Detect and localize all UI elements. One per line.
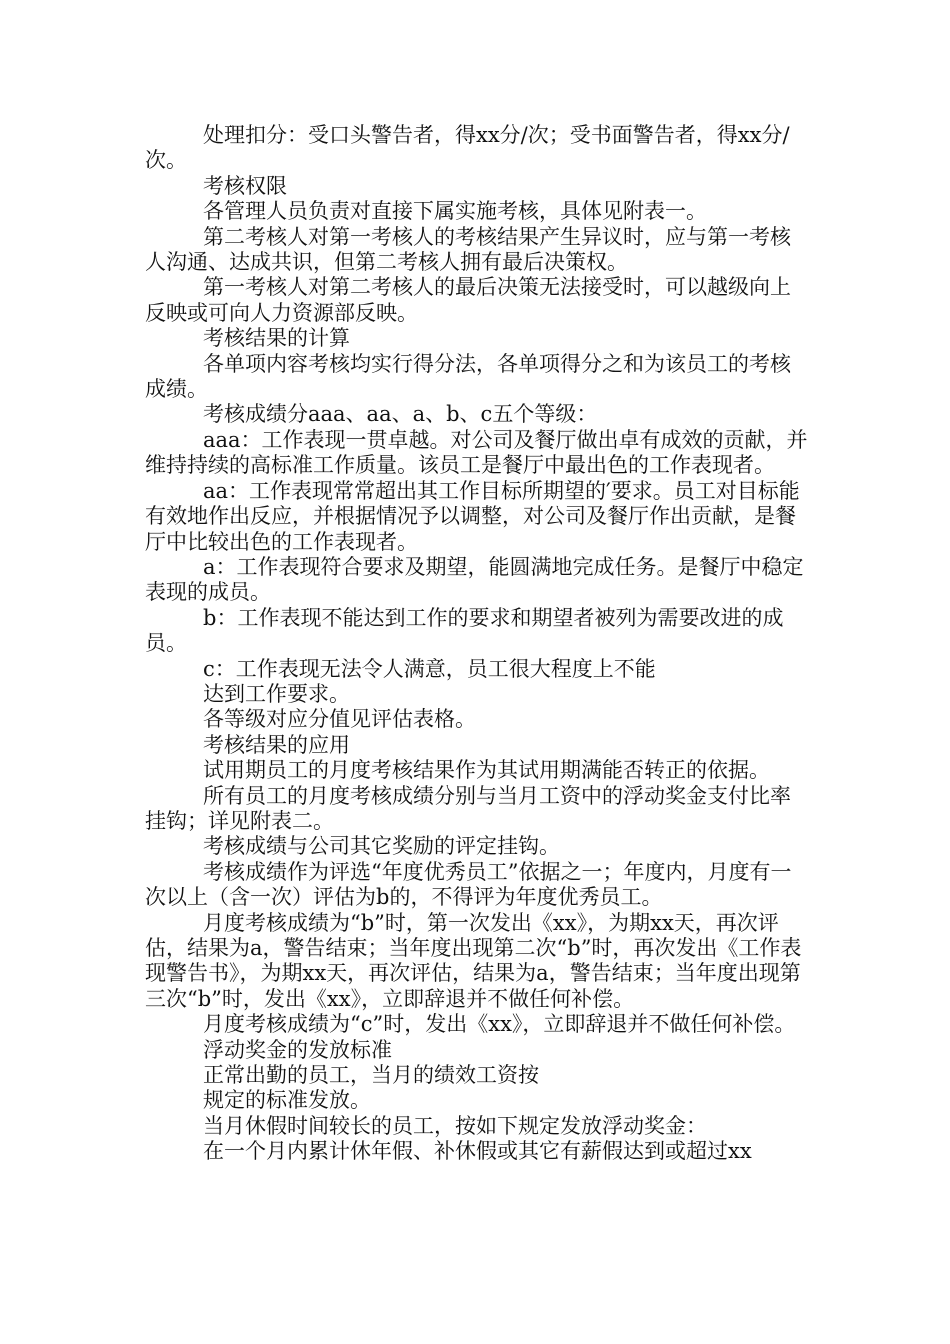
grade-c-paragraph: c：工作表现无法令人满意，员工很大程度上不能	[203, 656, 656, 681]
grade-aaa-paragraph: aaa：工作表现一贯卓越。对公司及餐厅做出卓有成效的贡献，并维持持续的高标准工作质量。该员工是餐厅中最出色的工作表现者。	[145, 427, 808, 478]
paragraph: 试用期员工的月度考核结果作为其试用期满能否转正的依据。	[203, 758, 770, 783]
paragraph: 各等级对应分值见评估表格。	[203, 707, 476, 732]
paragraph: 在一个月内累计休年假、补休假或其它有薪假达到或超过xx	[203, 1139, 752, 1164]
paragraph: 处理扣分：受口头警告者，得xx分/次；受书面警告者，得xx分/次。	[145, 123, 790, 173]
paragraph: 考核成绩与公司其它奖励的评定挂钩。	[203, 834, 560, 859]
paragraph: 月度考核成绩为“c”时，发出《xx》，立即辞退并不做任何补偿。	[203, 1012, 796, 1037]
paragraph: 考核成绩作为评选“年度优秀员工”依据之一；年度内，月度有一次以上（含一次）评估为b的，不得评为年度优秀员工。	[145, 859, 792, 910]
section-heading: 浮动奖金的发放标准	[203, 1037, 392, 1062]
paragraph-continuation: 达到工作要求。	[203, 681, 350, 706]
grade-aa-paragraph: aa：工作表现常常超出其工作目标所期望的′要求。员工对目标能有效地作出反应，并根据情况予以调整，对公司及餐厅作出贡献，是餐厅中比较出色的工作表现者。	[145, 478, 800, 554]
paragraph: 当月休假时间较长的员工，按如下规定发放浮动奖金：	[203, 1113, 707, 1138]
paragraph: 正常出勤的员工，当月的绩效工资按	[203, 1063, 539, 1088]
paragraph: 各管理人员负责对直接下属实施考核，具体见附表一。	[203, 199, 707, 224]
grade-a-paragraph: a：工作表现符合要求及期望，能圆满地完成任务。是餐厅中稳定表现的成员。	[145, 554, 804, 605]
section-heading: 考核结果的应用	[203, 732, 350, 757]
paragraph: 各单项内容考核均实行得分法，各单项得分之和为该员工的考核成绩。	[145, 351, 791, 402]
paragraph: 考核成绩分aaa、aa、a、b、c五个等级：	[203, 402, 598, 427]
paragraph-continuation: 规定的标准发放。	[203, 1088, 371, 1113]
paragraph: 所有员工的月度考核成绩分别与当月工资中的浮动奖金支付比率挂钩；详见附表二。	[145, 783, 791, 833]
document-body	[145, 123, 810, 1165]
paragraph: 月度考核成绩为“b”时，第一次发出《xx》，为期xx天，再次评估，结果为a，警告结束；当年度出现第二次“b”时，再次发出《工作表现警告书》，为期xx天，再次评估，结果为a，警告结束；当年度出现第三次“b”时，发出《xx》，立即辞退并不做任何补偿。	[145, 910, 802, 1011]
paragraph: 第二考核人对第一考核人的考核结果产生异议时，应与第一考核人沟通、达成共识，但第二考核人拥有最后决策权。	[145, 224, 791, 275]
grade-b-paragraph: b：工作表现不能达到工作的要求和期望者被列为需要改进的成员。	[145, 605, 784, 656]
section-heading: 考核权限	[203, 173, 287, 198]
paragraph: 第一考核人对第二考核人的最后决策无法接受时，可以越级向上反映或可向人力资源部反映。	[145, 275, 791, 325]
section-heading: 考核结果的计算	[203, 326, 350, 351]
